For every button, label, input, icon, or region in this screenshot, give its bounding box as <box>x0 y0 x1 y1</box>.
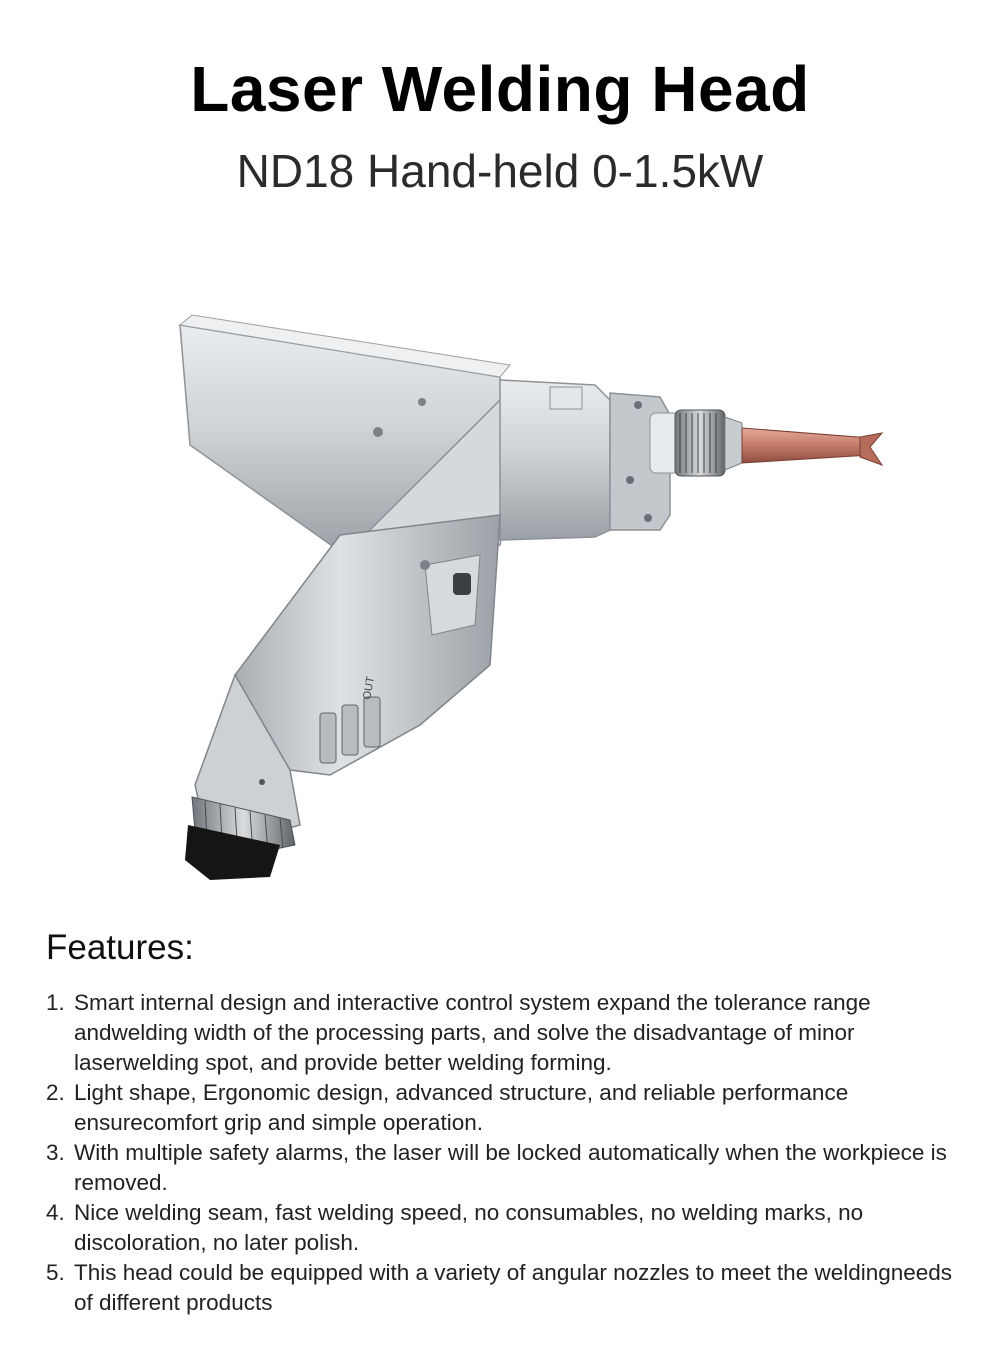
engraving-label: OUT <box>361 675 377 701</box>
list-item <box>46 1078 966 1138</box>
list-item-number: 1. <box>46 990 65 1015</box>
list-item-number: 5. <box>46 1260 65 1285</box>
page-subtitle: ND18 Hand-held 0-1.5kW <box>236 145 764 197</box>
features-heading: Features: <box>46 928 194 967</box>
list-item <box>46 1258 966 1318</box>
list-item-text: With multiple safety alarms, the laser will be locked automatically when the workpiece is removed. <box>74 1140 947 1195</box>
list-item-number: 3. <box>46 1140 65 1165</box>
page-title: Laser Welding Head <box>190 53 810 125</box>
list-item-number: 2. <box>46 1080 65 1105</box>
list-item <box>46 1138 966 1198</box>
list-item <box>46 988 966 1078</box>
list-item-text: Nice welding seam, fast welding speed, no consumables, no welding marks, no discoloration, no later polish. <box>74 1200 864 1255</box>
list-item-text: Smart internal design and interactive control system expand the tolerance range andwelding width of the processing parts, and solve the disadvantage of minor laserwelding spot, and provide better welding forming. <box>74 990 871 1075</box>
list-item-text: This head could be equipped with a variety of angular nozzles to meet the weldingneeds of different products <box>74 1260 953 1315</box>
list-item-text: Light shape, Ergonomic design, advanced structure, and reliable performance ensurecomfort grip and simple operation. <box>74 1080 849 1135</box>
features-list <box>46 988 966 1318</box>
list-item-number: 4. <box>46 1200 65 1225</box>
laser-welding-head-icon <box>170 305 890 895</box>
list-item <box>46 1198 966 1258</box>
